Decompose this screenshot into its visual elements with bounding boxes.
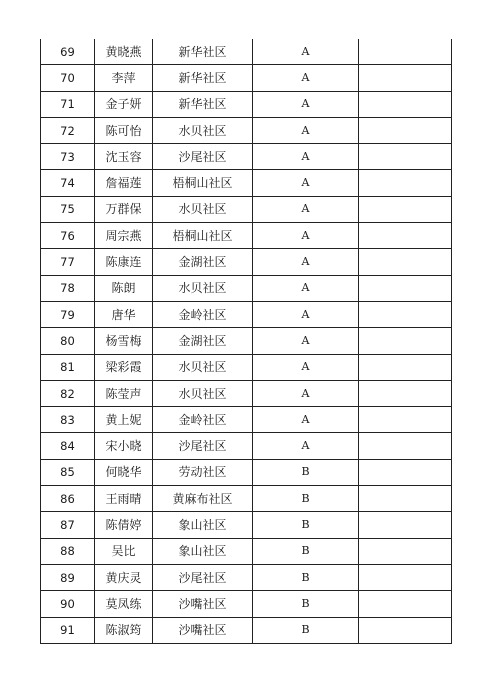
note-cell — [359, 380, 452, 406]
table-row — [41, 512, 452, 538]
community-cell: 金湖社区 — [153, 328, 253, 354]
row-number-cell: 81 — [41, 354, 95, 380]
name-cell: 黄上妮 — [95, 407, 153, 433]
community-cell: 水贝社区 — [153, 380, 253, 406]
community-cell: 新华社区 — [153, 91, 253, 117]
community-cell: 水贝社区 — [153, 275, 253, 301]
note-cell — [359, 486, 452, 512]
name-cell: 吴比 — [95, 538, 153, 564]
grade-cell: A — [253, 354, 359, 380]
table-row — [41, 223, 452, 249]
community-cell: 沙嘴社区 — [153, 591, 253, 617]
note-cell — [359, 223, 452, 249]
grade-cell: A — [253, 328, 359, 354]
note-cell — [359, 170, 452, 196]
name-cell: 万群保 — [95, 196, 153, 222]
note-cell — [359, 301, 452, 327]
note-cell — [359, 196, 452, 222]
note-cell — [359, 275, 452, 301]
note-cell — [359, 512, 452, 538]
roster-table — [40, 39, 452, 644]
community-cell: 沙尾社区 — [153, 144, 253, 170]
note-cell — [359, 328, 452, 354]
grade-cell: A — [253, 407, 359, 433]
name-cell: 李萍 — [95, 65, 153, 91]
table-row — [41, 328, 452, 354]
grade-cell: A — [253, 301, 359, 327]
note-cell — [359, 65, 452, 91]
community-cell: 新华社区 — [153, 65, 253, 91]
roster-table-body — [41, 39, 452, 643]
grade-cell: A — [253, 144, 359, 170]
row-number-cell: 72 — [41, 117, 95, 143]
row-number-cell: 88 — [41, 538, 95, 564]
community-cell: 梧桐山社区 — [153, 223, 253, 249]
name-cell: 陈可怡 — [95, 117, 153, 143]
name-cell: 陈朗 — [95, 275, 153, 301]
name-cell: 金子妍 — [95, 91, 153, 117]
row-number-cell: 76 — [41, 223, 95, 249]
name-cell: 陈莹声 — [95, 380, 153, 406]
community-cell: 沙尾社区 — [153, 433, 253, 459]
community-cell: 金湖社区 — [153, 249, 253, 275]
row-number-cell: 89 — [41, 564, 95, 590]
note-cell — [359, 117, 452, 143]
row-number-cell: 77 — [41, 249, 95, 275]
note-cell — [359, 617, 452, 643]
table-row — [41, 301, 452, 327]
row-number-cell: 87 — [41, 512, 95, 538]
grade-cell: A — [253, 249, 359, 275]
table-row — [41, 196, 452, 222]
table-row — [41, 249, 452, 275]
table-row — [41, 433, 452, 459]
table-row — [41, 380, 452, 406]
community-cell: 黄麻布社区 — [153, 486, 253, 512]
name-cell: 唐华 — [95, 301, 153, 327]
name-cell: 王雨晴 — [95, 486, 153, 512]
grade-cell: A — [253, 223, 359, 249]
row-number-cell: 83 — [41, 407, 95, 433]
grade-cell: B — [253, 512, 359, 538]
name-cell: 莫凤练 — [95, 591, 153, 617]
table-row — [41, 538, 452, 564]
row-number-cell: 74 — [41, 170, 95, 196]
name-cell: 杨雪梅 — [95, 328, 153, 354]
grade-cell: A — [253, 170, 359, 196]
table-row — [41, 144, 452, 170]
row-number-cell: 75 — [41, 196, 95, 222]
grade-cell: A — [253, 275, 359, 301]
table-row — [41, 486, 452, 512]
community-cell: 金岭社区 — [153, 301, 253, 327]
table-row — [41, 591, 452, 617]
name-cell: 梁彩霞 — [95, 354, 153, 380]
grade-cell: B — [253, 617, 359, 643]
grade-cell: B — [253, 459, 359, 485]
row-number-cell: 71 — [41, 91, 95, 117]
row-number-cell: 82 — [41, 380, 95, 406]
name-cell: 何晓华 — [95, 459, 153, 485]
table-row — [41, 354, 452, 380]
grade-cell: A — [253, 91, 359, 117]
table-row — [41, 91, 452, 117]
note-cell — [359, 407, 452, 433]
note-cell — [359, 249, 452, 275]
grade-cell: A — [253, 117, 359, 143]
community-cell: 沙嘴社区 — [153, 617, 253, 643]
community-cell: 金岭社区 — [153, 407, 253, 433]
note-cell — [359, 39, 452, 65]
community-cell: 象山社区 — [153, 512, 253, 538]
row-number-cell: 70 — [41, 65, 95, 91]
note-cell — [359, 459, 452, 485]
community-cell: 劳动社区 — [153, 459, 253, 485]
grade-cell: B — [253, 538, 359, 564]
name-cell: 沈玉容 — [95, 144, 153, 170]
table-row — [41, 407, 452, 433]
table-row — [41, 170, 452, 196]
community-cell: 沙尾社区 — [153, 564, 253, 590]
name-cell: 宋小晓 — [95, 433, 153, 459]
row-number-cell: 91 — [41, 617, 95, 643]
table-row — [41, 65, 452, 91]
note-cell — [359, 564, 452, 590]
row-number-cell: 85 — [41, 459, 95, 485]
note-cell — [359, 354, 452, 380]
row-number-cell: 84 — [41, 433, 95, 459]
table-row — [41, 275, 452, 301]
grade-cell: B — [253, 591, 359, 617]
row-number-cell: 78 — [41, 275, 95, 301]
name-cell: 陈淑筠 — [95, 617, 153, 643]
grade-cell: A — [253, 39, 359, 65]
note-cell — [359, 144, 452, 170]
community-cell: 水贝社区 — [153, 196, 253, 222]
row-number-cell: 73 — [41, 144, 95, 170]
row-number-cell: 80 — [41, 328, 95, 354]
row-number-cell: 90 — [41, 591, 95, 617]
name-cell: 陈倩婷 — [95, 512, 153, 538]
grade-cell: B — [253, 486, 359, 512]
grade-cell: A — [253, 380, 359, 406]
grade-cell: A — [253, 196, 359, 222]
note-cell — [359, 91, 452, 117]
grade-cell: A — [253, 433, 359, 459]
row-number-cell: 79 — [41, 301, 95, 327]
grade-cell: B — [253, 564, 359, 590]
note-cell — [359, 591, 452, 617]
grade-cell: A — [253, 65, 359, 91]
name-cell: 黄庆灵 — [95, 564, 153, 590]
row-number-cell: 69 — [41, 39, 95, 65]
table-row — [41, 564, 452, 590]
table-row — [41, 117, 452, 143]
name-cell: 陈康连 — [95, 249, 153, 275]
table-row — [41, 617, 452, 643]
table-row — [41, 39, 452, 65]
row-number-cell: 86 — [41, 486, 95, 512]
community-cell: 梧桐山社区 — [153, 170, 253, 196]
community-cell: 水贝社区 — [153, 354, 253, 380]
name-cell: 黄晓燕 — [95, 39, 153, 65]
community-cell: 水贝社区 — [153, 117, 253, 143]
table-row — [41, 459, 452, 485]
note-cell — [359, 538, 452, 564]
community-cell: 新华社区 — [153, 39, 253, 65]
community-cell: 象山社区 — [153, 538, 253, 564]
note-cell — [359, 433, 452, 459]
name-cell: 詹福莲 — [95, 170, 153, 196]
name-cell: 周宗燕 — [95, 223, 153, 249]
